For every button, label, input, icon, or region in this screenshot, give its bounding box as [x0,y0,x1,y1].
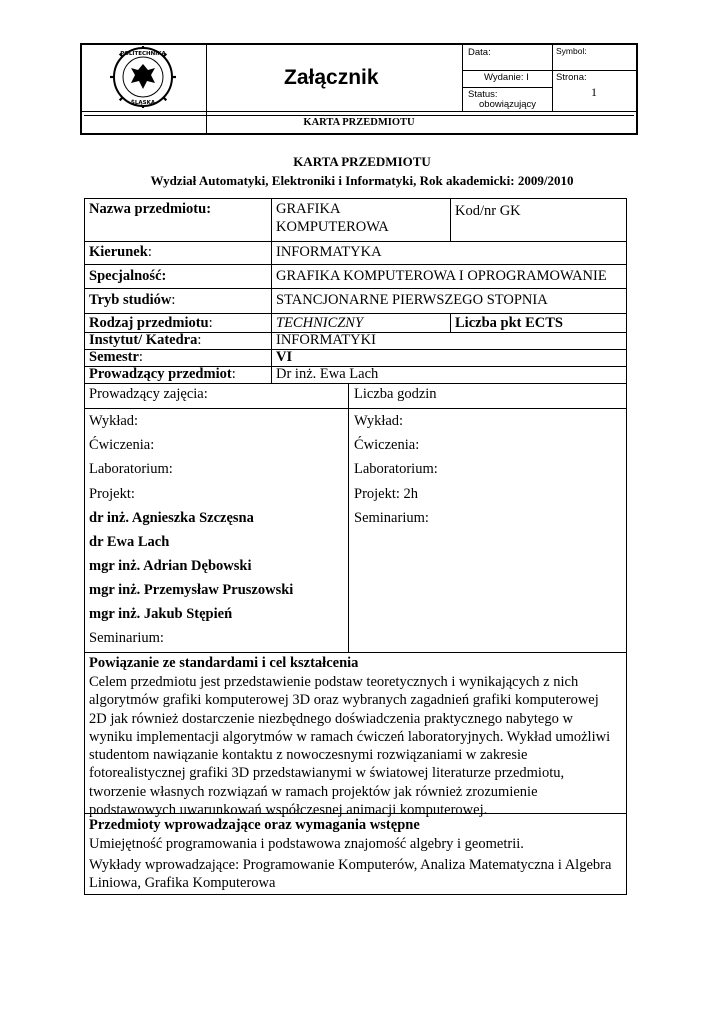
page-title: KARTA PRZEDMIOTU [293,154,431,169]
instructor-item: mgr inż. Adrian Dębowski [89,558,252,574]
godzin-label: Liczba godzin [354,386,437,402]
nazwa-value-line2: KOMPUTEROWA [276,219,389,235]
right-laboratorium: Laboratorium: [354,461,438,477]
kierunek-label: Kierunek [89,244,148,260]
strona-label: Strona: [556,72,587,83]
prowadzacy-row: Prowadzący przedmiot: [89,366,236,382]
specjalnosc-label: Specjalność: [89,268,167,284]
instructor-item: mgr inż. Przemysław Pruszowski [89,582,294,598]
section2-title: Przedmioty wprowadzające oraz wymagania wstępne [89,817,420,833]
semestr-value: VI [276,349,293,365]
instructor-item: dr Ewa Lach [89,534,170,550]
zajecia-label: Prowadzący zajęcia: [89,386,208,402]
data-label: Data: [468,47,491,58]
rodzaj-row: Rodzaj przedmiotu: [89,315,213,331]
section1-line: Celem przedmiotu jest przedstawienie podstaw teoretycznych i wynikających z nich [89,674,579,690]
section1-line: fotorealistycznej grafiki 3D przedstawianymi w światowej literaturze przedmiotu, [89,765,565,782]
section1-line: studentom nawiązanie kontaktu z nowoczesnymi rozwiązaniami w zakresie [89,747,528,764]
tryb-row: Tryb studiów: [89,292,176,308]
status-value: obowiązujący [479,99,537,110]
instructor-item: mgr inż. Jakub Stępień [89,606,233,622]
semestr-row: Semestr: [89,349,143,365]
specjalnosc-value: GRAFIKA KOMPUTEROWA I OPROGRAMOWANIE [276,268,607,284]
left-projekt: Projekt: [89,486,135,502]
svg-text:POLITECHNIKA: POLITECHNIKA [120,51,166,57]
section1-title: Powiązanie ze standardami i cel kształcenia [89,655,359,671]
ects-label: Liczba pkt ECTS [455,315,563,331]
section2-line: Liniowa, Grafika Komputerowa [89,875,276,892]
section2-paragraph [89,856,621,893]
right-cwiczenia: Ćwiczenia: [354,437,420,453]
section1-line: wyniku implementacji algorytmów w ramach ćwiczeń laboratoryjnych. Wykład umożliwi [89,728,611,745]
left-cwiczenia: Ćwiczenia: [89,437,155,453]
section1-paragraph [89,673,621,819]
section2-line1: Umiejętność programowania i podstawowa znajomość algebry i geometrii. [89,836,524,852]
left-laboratorium: Laboratorium: [89,461,173,477]
nazwa-label: Nazwa przedmiotu: [89,201,212,217]
kod-label: Kod/nr GK [455,203,521,219]
university-logo [107,46,179,108]
wydanie-label: Wydanie: I [484,72,529,83]
tryb-label: Tryb studiów [89,292,172,308]
left-seminarium: Seminarium: [89,630,164,646]
kierunek-value: INFORMATYKA [276,244,382,260]
svg-text:ŚLĄSKA: ŚLĄSKA [130,100,156,106]
status-label: Status: [468,89,498,100]
section1-line: podstawowych uwarunkowań współczesnej animacji komputerowej. [89,802,488,819]
rodzaj-value: TECHNICZNY [276,315,364,331]
strona-value: 1 [591,85,597,99]
instytut-row: Instytut/ Katedra: [89,332,202,348]
section1-line: 2D jak również dostarczenie niezbędnego doświadczenia praktycznego nabytego w [89,710,573,727]
instructor-item: dr inż. Agnieszka Szczęsna [89,510,254,526]
section1-line: tworzenie własnych rozwiązań w ramach projektów jak również zrozumienie [89,783,538,800]
left-wyklad: Wykład: [89,413,139,429]
rodzaj-label: Rodzaj przedmiotu [89,315,209,331]
prowadzacy-label: Prowadzący przedmiot [89,366,232,382]
right-wyklad: Wykład: [354,413,404,429]
nazwa-value-line1: GRAFIKA [276,201,341,217]
document-title: Załącznik [284,66,379,89]
instytut-label: Instytut/ Katedra [89,332,198,348]
kierunek-row: Kierunek: [89,244,152,260]
header-footer-label: KARTA PRZEDMIOTU [303,117,415,128]
right-seminarium: Seminarium: [354,510,429,526]
section1-line: algorytmów grafiki komputerowej 3D oraz wybranych zagadnień grafiki komputerowej [89,692,599,709]
instytut-value: INFORMATYKI [276,332,376,348]
prowadzacy-value: Dr inż. Ewa Lach [276,366,379,382]
tryb-value: STANCJONARNE PIERWSZEGO STOPNIA [276,292,548,308]
semestr-label: Semestr [89,349,139,365]
symbol-label: Symbol: [556,46,587,56]
section2-line: Wykłady wprowadzające: Programowanie Komputerów, Analiza Matematyczna i Algebra [89,857,612,873]
page-subtitle: Wydział Automatyki, Elektroniki i Informatyki, Rok akademicki: 2009/2010 [150,173,574,188]
right-projekt: Projekt: 2h [354,486,419,502]
